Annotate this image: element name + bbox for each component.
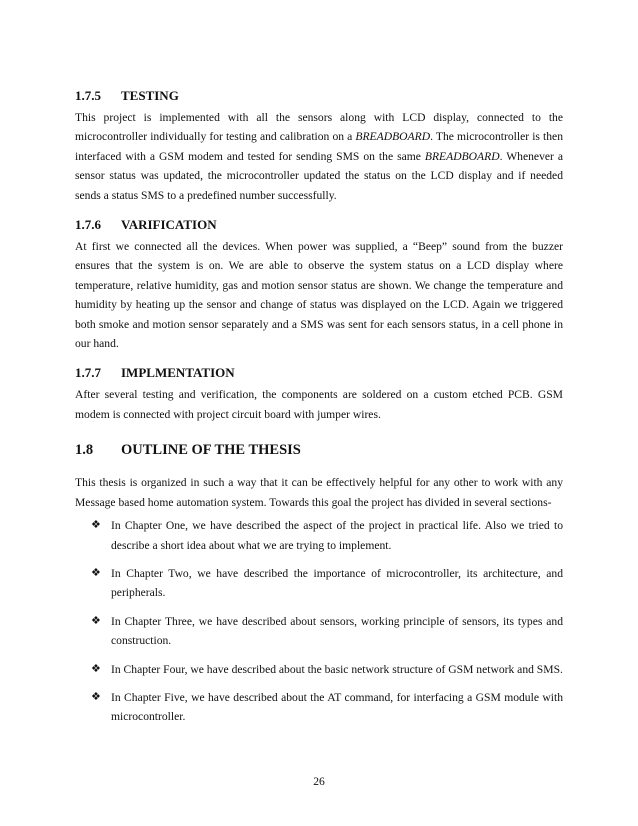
chapter-number: 1.8 [75,442,94,459]
bullet-text: In Chapter Five, we have described about the AT command, for interfacing a GSM module with microcontroller. [111,690,563,724]
bullet-text: In Chapter Three, we have described about sensors, working principle of sensors, its types and construction. [111,614,563,648]
outline-bullet-list [75,516,563,727]
diamond-bullet-icon: ❖ [91,519,101,532]
list-item [91,688,563,727]
bullet-text: In Chapter Four, we have described about the basic network structure of GSM network and SMS. [111,662,563,676]
section-heading [75,217,563,233]
page-number: 26 [313,775,325,788]
section-heading [75,365,563,381]
list-item [91,612,563,651]
section-number: 1.7.5 [75,88,101,103]
section-body: This project is implemented with all the sensors along with LCD display, connected to the microcontroller individually for testing and calibration on a BREADBOARD. The microcontroller is then interfaced with a GSM modem and tested for sending SMS on the same BREADBOARD. Whenever a sensor status was updated, the microcontroller updated the status on the LCD display and if needed sends a status SMS to a predefined number successfully. [75,111,563,202]
chapter-title: OUTLINE OF THE THESIS [121,442,301,459]
diamond-bullet-icon: ❖ [91,662,101,675]
section-implementation [75,365,563,424]
diamond-bullet-icon: ❖ [91,566,101,579]
section-number: 1.7.6 [75,217,101,233]
section-title: TESTING [121,88,179,103]
section-testing [75,88,563,205]
chapter-heading [75,442,563,459]
bullet-text: In Chapter One, we have described the aspect of the project in practical life. Also we tried to describe a short idea about what we are trying to implement. [111,519,563,552]
diamond-bullet-icon: ❖ [91,614,101,627]
section-title: IMPLMENTATION [121,365,235,381]
list-item [91,516,563,555]
list-item [91,564,563,603]
outline-intro: This thesis is organized in such a way that it can be effectively helpful for any other to work with any Message based home automation system. Towards this goal the project has divided in several sections- [75,476,563,509]
section-body: At first we connected all the devices. When power was supplied, a “Beep” sound from the buzzer ensures that the system is on. We are able to observe the system status on a LCD display where temperature, relative humidity, gas and motion sensor status are shown. We change the temperature and humidity by heating up the sensor and change of status was displayed on the LCD. Again we triggered both smoke and motion sensor separately and a SMS was sent for each sensors status, in a cell phone in our hand. [75,240,563,351]
section-title: VARIFICATION [121,217,217,233]
section-heading [75,88,563,104]
section-outline [75,442,563,726]
section-body: After several testing and verification, the components are soldered on a custom etched PCB. GSM modem is connected with project circuit board with jumper wires. [75,388,563,421]
bullet-text: In Chapter Two, we have described the importance of microcontroller, its architecture, and peripherals. [111,566,563,600]
section-number: 1.7.7 [75,365,101,381]
diamond-bullet-icon: ❖ [91,690,101,703]
page-content [75,88,563,739]
list-item [91,660,563,679]
section-varification [75,217,563,353]
